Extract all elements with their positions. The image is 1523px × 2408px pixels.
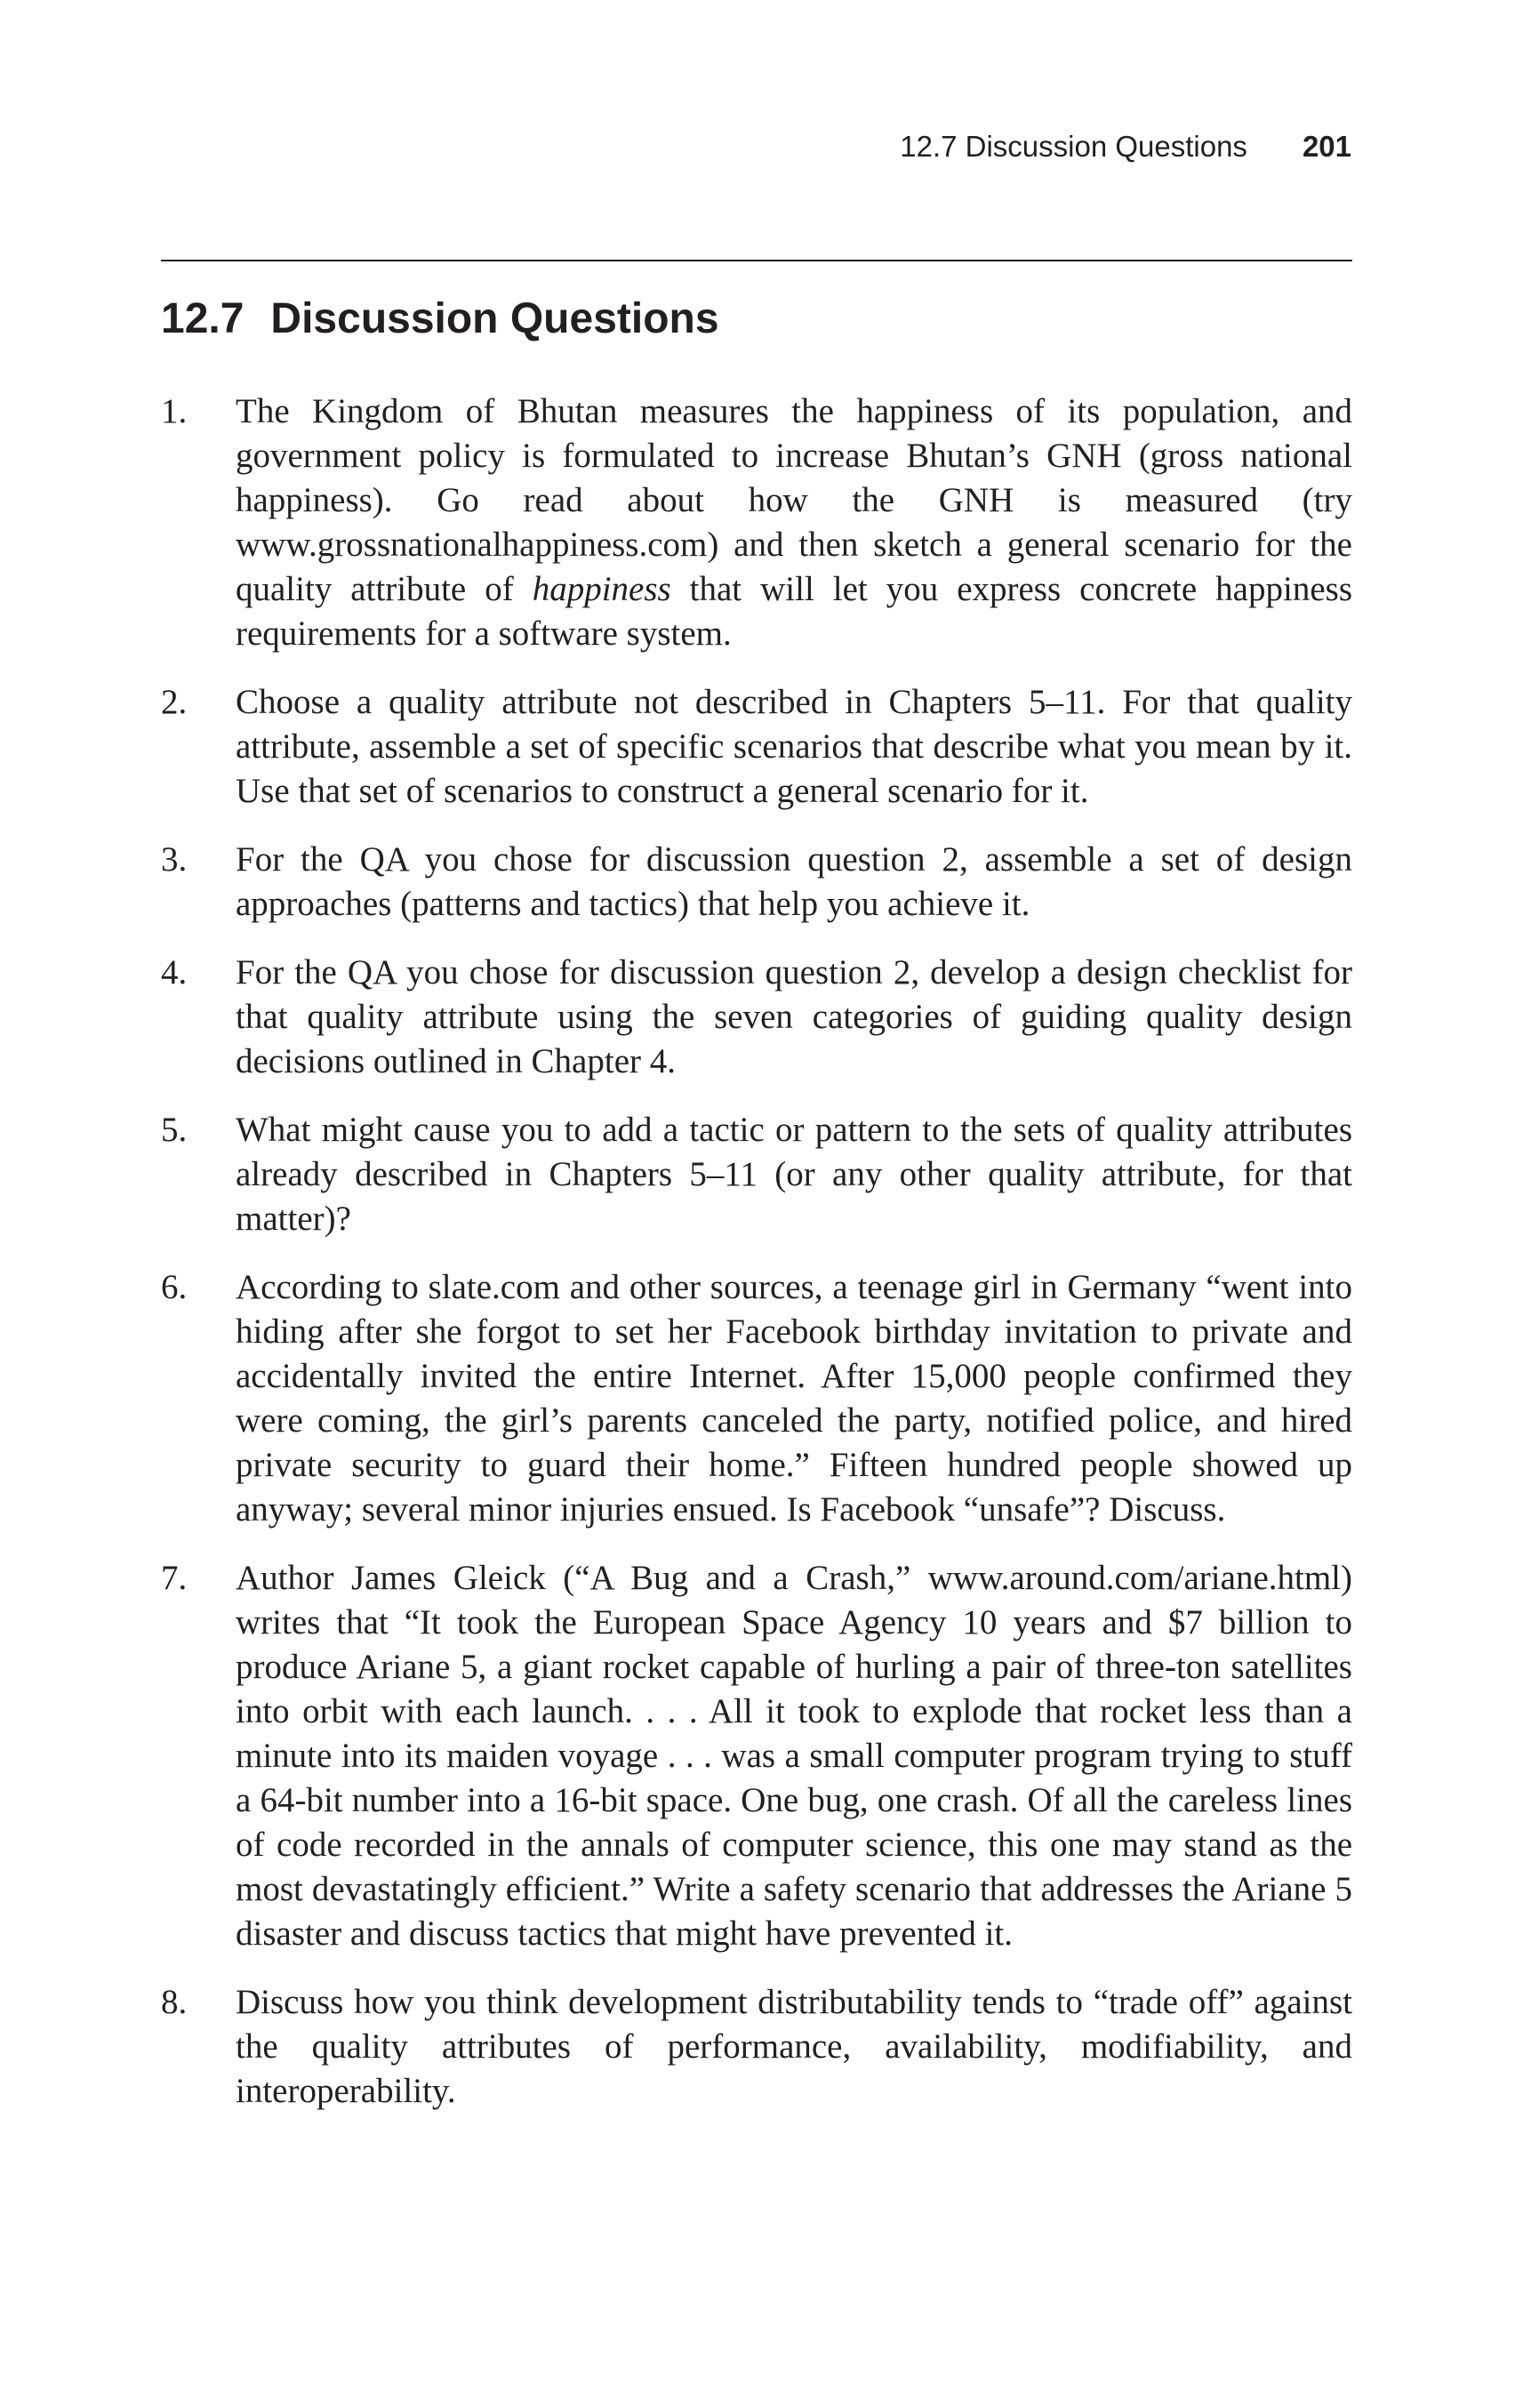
question-text: Choose a quality attribute not described in Chapters 5–11. For that quality attribute, assemble a set of specific scenarios that describe what you mean by it. Use that set of scenarios to construct a general scenario for it.	[236, 683, 1352, 810]
section-title: Discussion Questions	[270, 295, 719, 342]
discussion-questions-list	[161, 389, 1352, 2138]
question-item	[161, 1108, 1352, 1241]
running-head-section: 12.7 Discussion Questions	[900, 130, 1247, 163]
question-item	[161, 1265, 1352, 1532]
question-item	[161, 680, 1352, 814]
question-number: 1.	[161, 392, 188, 430]
question-text: The Kingdom of Bhutan measures the happiness of its population, and government policy is formulated to increase Bhutan’s GNH (gross national happiness). Go read about how the GNH is measured (try www.grossnationalhappiness.com) and then sketch a general scenario for the quality attribute of happiness that will let you express concrete happiness requirements for a software system.	[236, 392, 1352, 653]
question-number: 8.	[161, 1983, 188, 2021]
question-number: 5.	[161, 1111, 188, 1149]
header-rule	[161, 260, 1352, 261]
question-number: 4.	[161, 953, 188, 991]
question-number: 2.	[161, 683, 188, 721]
question-text: For the QA you chose for discussion question 2, develop a design checklist for that quality attribute using the seven categories of guiding quality design decisions outlined in Chapter 4.	[236, 953, 1352, 1080]
question-item	[161, 838, 1352, 927]
question-number: 3.	[161, 840, 188, 879]
section-number: 12.7	[161, 295, 244, 342]
question-text: According to slate.com and other sources, a teenage girl in Germany “went into hiding after she forgot to set her Facebook birthday invitation to private and accidentally invited the entire Internet. After 15,000 people confirmed they were coming, the girl’s parents canceled the party, notified police, and hired private security to guard their home.” Fifteen hundred people showed up anyway; several minor injuries ensued. Is Facebook “unsafe”? Discuss.	[236, 1268, 1352, 1529]
question-number: 7.	[161, 1559, 188, 1597]
question-item	[161, 389, 1352, 656]
running-head	[900, 130, 1351, 164]
question-number: 6.	[161, 1268, 188, 1306]
section-heading	[161, 293, 719, 345]
page-number: 201	[1302, 130, 1351, 163]
question-text: Discuss how you think development distributability tends to “trade off” against the quality attributes of performance, availability, modifiability, and interoperability.	[236, 1983, 1352, 2110]
question-item	[161, 951, 1352, 1084]
question-item	[161, 1556, 1352, 1956]
question-item	[161, 1980, 1352, 2114]
question-text: For the QA you chose for discussion question 2, assemble a set of design approaches (patterns and tactics) that help you achieve it.	[236, 840, 1352, 923]
question-text: Author James Gleick (“A Bug and a Crash,” www.around.com/ariane.html) writes that “It took the European Space Agency 10 years and $7 billion to produce Ariane 5, a giant rocket capable of hurling a pair of three-ton satellites into orbit with each launch. . . . All it took to explode that rocket less than a minute into its maiden voyage . . . was a small computer program trying to stuff a 64-bit number into a 16-bit space. One bug, one crash. Of all the careless lines of code recorded in the annals of computer science, this one may stand as the most devastatingly efficient.” Write a safety scenario that addresses the Ariane 5 disaster and discuss tactics that might have prevented it.	[236, 1559, 1352, 1953]
question-text: What might cause you to add a tactic or pattern to the sets of quality attributes already described in Chapters 5–11 (or any other quality attribute, for that matter)?	[236, 1111, 1352, 1238]
emphasized-term: happiness	[532, 570, 671, 608]
